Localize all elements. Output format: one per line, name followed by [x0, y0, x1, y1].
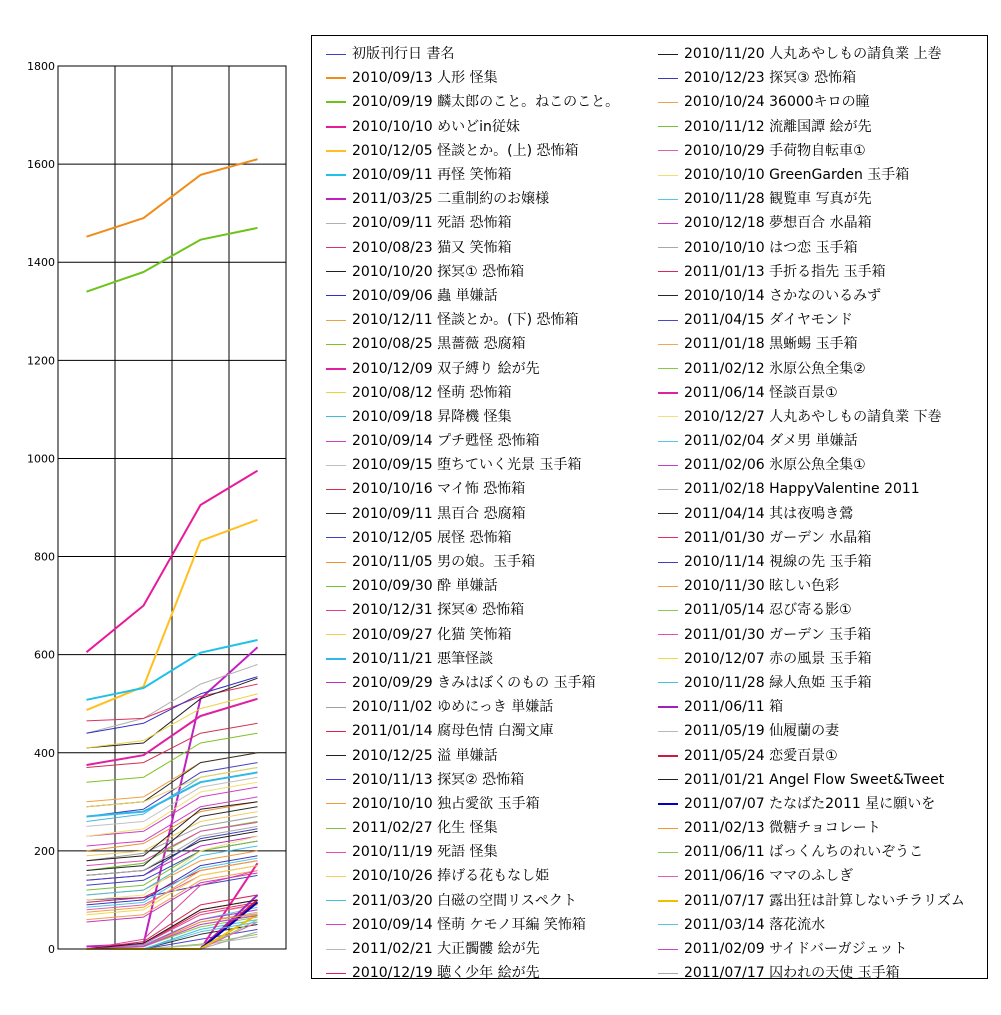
legend-label: 2010/09/13 人形 怪集: [352, 70, 498, 87]
legend-swatch: [658, 102, 678, 103]
chart: [0, 0, 310, 1015]
legend-label: 2011/07/07 たなばた2011 星に願いを: [684, 795, 936, 812]
legend-item: [326, 42, 619, 66]
legend-item: [658, 598, 965, 622]
legend-item: [658, 163, 965, 187]
legend-swatch: [326, 198, 346, 200]
legend-label: 2010/12/25 溢 単嫌話: [352, 747, 498, 764]
legend-item: [658, 647, 965, 671]
legend-label: 2011/06/11 箱: [684, 699, 784, 716]
legend-label: 2010/09/29 きみはぼくのもの 玉手箱: [352, 674, 596, 691]
legend-item: [658, 961, 965, 985]
legend-swatch: [658, 852, 678, 853]
legend-swatch: [326, 489, 346, 490]
chart-legend: [311, 35, 988, 982]
legend-item: [658, 671, 965, 695]
legend-swatch: [658, 803, 678, 805]
legend-item: [326, 671, 619, 695]
legend-item: [326, 115, 619, 139]
legend-label: 2010/12/27 人丸あやしもの請負業 下巻: [684, 408, 942, 425]
legend-swatch: [326, 465, 346, 466]
legend-label: 2010/12/18 夢想百合 水晶箱: [684, 215, 872, 232]
legend-label: 2010/08/12 怪萌 恐怖箱: [352, 384, 512, 401]
legend-item: [326, 913, 619, 937]
legend-swatch: [658, 441, 678, 442]
legend-item: [326, 647, 619, 671]
legend-item: [658, 768, 965, 792]
y-tick-label: 1600: [27, 158, 55, 172]
legend-item: [658, 719, 965, 743]
legend-item: [658, 211, 965, 235]
legend-item: [658, 574, 965, 598]
legend-label: 2010/12/07 赤の風景 玉手箱: [684, 650, 872, 667]
legend-item: [326, 864, 619, 888]
legend-label: 2010/12/19 聴く少年 絵が先: [352, 965, 540, 982]
legend-label: 2011/02/09 サイドバーガジェット: [684, 941, 908, 958]
legend-label: 2010/11/19 死語 怪集: [352, 844, 498, 861]
legend-swatch: [658, 271, 678, 272]
legend-label: 2010/09/14 怪萌 ケモノ耳編 笑怖箱: [352, 916, 586, 933]
legend-item: [326, 284, 619, 308]
y-tick-label: 800: [34, 550, 55, 564]
legend-label: 初版刊行日 書名: [352, 46, 455, 63]
y-tick-label: 0: [48, 943, 55, 956]
legend-item: [326, 719, 619, 743]
legend-item: [326, 260, 619, 284]
legend-label: 2011/02/21 大正髑髏 絵が先: [352, 941, 540, 958]
legend-swatch: [658, 247, 678, 248]
legend-swatch: [658, 416, 678, 417]
legend-item: [658, 356, 965, 380]
legend-swatch: [326, 828, 346, 829]
legend-label: 2010/08/25 黒薔薇 恐腐箱: [352, 336, 526, 353]
legend-item: [326, 840, 619, 864]
legend-label: 2010/11/20 人丸あやしもの請負業 上巻: [684, 46, 942, 63]
legend-swatch: [658, 513, 678, 514]
legend-label: 2011/05/14 忍び寄る影①: [684, 602, 852, 619]
legend-swatch: [658, 537, 678, 538]
legend-column-right: [658, 42, 965, 985]
legend-label: 2010/09/15 堕ちていく光景 玉手箱: [352, 457, 582, 474]
legend-label: 2010/12/31 探冥④ 恐怖箱: [352, 602, 525, 619]
legend-swatch: [326, 731, 346, 732]
legend-label: 2010/10/26 捧げる花もなし姫: [352, 868, 550, 885]
legend-label: 2010/10/10 GreenGarden 玉手箱: [684, 167, 910, 184]
legend-label: 2010/11/14 視線の先 玉手箱: [684, 554, 872, 571]
legend-item: [326, 937, 619, 961]
legend-swatch: [658, 223, 678, 224]
y-tick-label: 1000: [27, 452, 55, 466]
legend-item: [326, 236, 619, 260]
legend-swatch: [326, 441, 346, 442]
legend-item: [658, 889, 965, 913]
legend-swatch: [658, 489, 678, 490]
legend-item: [658, 502, 965, 526]
legend-item: [658, 913, 965, 937]
legend-swatch: [658, 876, 678, 877]
y-tick-label: 600: [34, 648, 55, 662]
legend-label: 2010/09/27 化猫 笑怖箱: [352, 626, 512, 643]
legend-label: 2010/09/30 酔 単嫌話: [352, 578, 498, 595]
legend-item: [326, 574, 619, 598]
legend-swatch: [658, 392, 678, 394]
legend-item: [658, 381, 965, 405]
legend-label: 2011/03/14 落花流水: [684, 916, 826, 933]
legend-item: [326, 211, 619, 235]
legend-swatch: [326, 803, 346, 804]
legend-swatch: [326, 223, 346, 224]
legend-item: [326, 90, 619, 114]
legend-label: 2010/11/28 観覧車 写真が先: [684, 191, 872, 208]
legend-label: 2011/02/13 微糖チョコレート: [684, 820, 881, 837]
legend-label: 2010/12/05 展怪 恐怖箱: [352, 529, 512, 546]
legend-label: 2011/07/17 露出狂は計算しないチラリズム: [684, 892, 965, 909]
legend-swatch: [326, 174, 346, 176]
legend-label: 2011/01/14 腐母色情 白濁文庫: [352, 723, 554, 740]
legend-swatch: [326, 513, 346, 514]
legend-label: 2010/10/10 はつ恋 玉手箱: [684, 239, 858, 256]
legend-swatch: [658, 78, 678, 79]
legend-item: [658, 623, 965, 647]
legend-swatch: [658, 658, 678, 659]
legend-swatch: [658, 828, 678, 829]
legend-label: 2010/09/11 再怪 笑怖箱: [352, 167, 512, 184]
legend-label: 2011/02/04 ダメ男 単嫌話: [684, 433, 858, 450]
legend-swatch: [326, 779, 346, 780]
legend-swatch: [326, 755, 346, 756]
legend-swatch: [658, 755, 678, 757]
legend-swatch: [326, 610, 346, 611]
legend-swatch: [658, 150, 678, 151]
legend-item: [326, 889, 619, 913]
legend-swatch: [326, 537, 346, 538]
legend-item: [326, 961, 619, 985]
legend-item: [658, 695, 965, 719]
legend-swatch: [326, 271, 346, 272]
legend-item: [326, 768, 619, 792]
legend-item: [326, 695, 619, 719]
legend-label: 2010/12/11 怪談とか。(下) 恐怖箱: [352, 312, 579, 329]
legend-label: 2010/11/12 流離国譚 絵が先: [684, 118, 872, 135]
legend-swatch: [658, 586, 678, 587]
legend-label: 2010/10/29 手荷物自転車①: [684, 142, 866, 159]
legend-item: [658, 308, 965, 332]
legend-swatch: [658, 368, 678, 369]
legend-swatch: [326, 54, 346, 55]
y-axis-ticks: [27, 60, 55, 956]
legend-swatch: [658, 731, 678, 732]
legend-item: [658, 66, 965, 90]
legend-label: 2010/12/05 怪談とか。(上) 恐怖箱: [352, 142, 579, 159]
legend-swatch: [326, 682, 346, 683]
legend-label: 2011/01/21 Angel Flow Sweet&Tweet: [684, 771, 945, 788]
legend-item: [658, 187, 965, 211]
legend-item: [658, 236, 965, 260]
legend-item: [326, 381, 619, 405]
legend-swatch: [658, 973, 678, 974]
legend-label: 2010/11/02 ゆめにっき 単嫌話: [352, 699, 554, 716]
legend-item: [326, 502, 619, 526]
legend-label: 2010/11/05 男の娘。玉手箱: [352, 554, 536, 571]
legend-item: [326, 550, 619, 574]
legend-item: [326, 623, 619, 647]
y-tick-label: 1400: [27, 256, 55, 270]
legend-item: [326, 816, 619, 840]
legend-label: 2010/11/13 探冥② 恐怖箱: [352, 771, 525, 788]
legend-label: 2010/12/23 探冥③ 恐怖箱: [684, 70, 857, 87]
legend-label: 2010/11/28 緑人魚姫 玉手箱: [684, 674, 872, 691]
legend-item: [658, 260, 965, 284]
legend-item: [658, 405, 965, 429]
legend-swatch: [658, 344, 678, 345]
legend-label: 2011/06/14 怪談百景①: [684, 384, 838, 401]
legend-label: 2010/08/23 猫又 笑怖箱: [352, 239, 512, 256]
legend-label: 2010/09/18 昇降機 怪集: [352, 408, 512, 425]
legend-item: [326, 308, 619, 332]
legend-label: 2011/03/25 二重制約のお嬢様: [352, 191, 550, 208]
legend-swatch: [658, 634, 678, 635]
legend-item: [326, 526, 619, 550]
legend-swatch: [326, 586, 346, 587]
legend-item: [326, 139, 619, 163]
legend-label: 2010/10/24 36000キロの瞳: [684, 94, 870, 111]
legend-label: 2011/04/14 其は夜鳴き鶯: [684, 505, 854, 522]
legend-swatch: [326, 949, 346, 950]
legend-label: 2011/04/15 ダイヤモンド: [684, 312, 853, 329]
legend-swatch: [658, 779, 678, 780]
legend-item: [326, 405, 619, 429]
legend-item: [658, 429, 965, 453]
legend-swatch: [326, 634, 346, 635]
legend-item: [326, 332, 619, 356]
legend-label: 2010/09/11 死語 恐怖箱: [352, 215, 512, 232]
legend-item: [658, 115, 965, 139]
legend-label: 2011/01/30 ガーデン 水晶箱: [684, 529, 872, 546]
legend-label: 2011/03/20 白磁の空間リスペクト: [352, 892, 577, 909]
legend-swatch: [326, 126, 346, 128]
y-tick-label: 200: [34, 844, 55, 858]
legend-swatch: [326, 924, 346, 925]
y-tick-label: 1200: [27, 354, 55, 368]
legend-swatch: [658, 562, 678, 563]
legend-swatch: [326, 562, 346, 563]
legend-item: [658, 937, 965, 961]
legend-swatch: [326, 392, 346, 393]
legend-item: [326, 429, 619, 453]
legend-column-left: [326, 42, 619, 985]
legend-label: 2010/12/09 双子縛り 絵が先: [352, 360, 540, 377]
legend-item: [658, 864, 965, 888]
legend-swatch: [326, 658, 346, 660]
legend-label: 2010/09/11 黒百合 恐腐箱: [352, 505, 526, 522]
legend-label: 2011/01/30 ガーデン 玉手箱: [684, 626, 872, 643]
legend-swatch: [326, 150, 346, 152]
legend-label: 2011/06/11 ばっくんちのれいぞうこ: [684, 844, 924, 861]
legend-swatch: [326, 707, 346, 708]
legend-item: [658, 284, 965, 308]
legend-label: 2011/02/12 氷原公魚全集②: [684, 360, 866, 377]
legend-item: [326, 792, 619, 816]
legend-swatch: [658, 682, 678, 683]
legend-item: [658, 90, 965, 114]
legend-item: [326, 356, 619, 380]
legend-item: [658, 477, 965, 501]
legend-label: 2011/05/19 仙履蘭の妻: [684, 723, 840, 740]
legend-label: 2010/10/10 独占愛欲 玉手箱: [352, 795, 540, 812]
legend-swatch: [326, 295, 346, 296]
legend-item: [326, 453, 619, 477]
legend-label: 2011/02/06 氷原公魚全集①: [684, 457, 866, 474]
legend-item: [326, 66, 619, 90]
legend-swatch: [658, 54, 678, 55]
legend-item: [326, 743, 619, 767]
legend-item: [658, 332, 965, 356]
legend-label: 2011/06/16 ママのふしぎ: [684, 868, 854, 885]
legend-swatch: [658, 320, 678, 321]
legend-item: [326, 187, 619, 211]
legend-label: 2010/10/16 マイ怖 恐怖箱: [352, 481, 526, 498]
legend-label: 2010/11/21 悪筆怪談: [352, 650, 494, 667]
legend-swatch: [326, 416, 346, 417]
legend-swatch: [326, 368, 346, 370]
legend-swatch: [326, 320, 346, 321]
legend-label: 2010/11/30 眩しい色彩: [684, 578, 840, 595]
legend-item: [658, 139, 965, 163]
legend-swatch: [658, 126, 678, 127]
legend-swatch: [326, 247, 346, 248]
legend-item: [658, 792, 965, 816]
legend-swatch: [326, 876, 346, 877]
legend-label: 2010/09/06 蟲 単嫌話: [352, 287, 498, 304]
legend-item: [326, 598, 619, 622]
legend-swatch: [326, 344, 346, 345]
legend-item: [658, 453, 965, 477]
legend-swatch: [658, 199, 678, 200]
legend-label: 2011/05/24 恋愛百景①: [684, 747, 838, 764]
legend-label: 2010/10/20 探冥① 恐怖箱: [352, 263, 525, 280]
legend-label: 2011/01/13 手折る指先 玉手箱: [684, 263, 886, 280]
legend-label: 2011/07/17 囚われの天使 玉手箱: [684, 965, 900, 982]
legend-item: [326, 163, 619, 187]
legend-swatch: [658, 610, 678, 611]
legend-swatch: [326, 77, 346, 79]
legend-swatch: [658, 295, 678, 296]
legend-item: [658, 550, 965, 574]
legend-item: [658, 840, 965, 864]
legend-item: [326, 477, 619, 501]
legend-label: 2011/02/27 化生 怪集: [352, 820, 498, 837]
legend-swatch: [658, 706, 678, 708]
legend-label: 2010/10/14 さかなのいるみず: [684, 287, 882, 304]
legend-item: [658, 526, 965, 550]
legend-swatch: [658, 465, 678, 466]
legend-item: [658, 816, 965, 840]
legend-swatch: [326, 852, 346, 853]
legend-swatch: [658, 900, 678, 902]
y-tick-label: 400: [34, 746, 55, 760]
y-tick-label: 1800: [27, 60, 55, 73]
legend-item: [658, 42, 965, 66]
legend-swatch: [658, 175, 678, 176]
legend-swatch: [326, 973, 346, 974]
legend-label: 2010/10/10 めいどin従妹: [352, 118, 520, 135]
legend-swatch: [658, 949, 678, 950]
legend-item: [658, 743, 965, 767]
legend-label: 2010/09/19 麟太郎のこと。ねこのこと。: [352, 94, 620, 111]
legend-label: 2010/09/14 プチ甦怪 恐怖箱: [352, 433, 540, 450]
legend-swatch: [658, 924, 678, 925]
legend-label: 2011/02/18 HappyValentine 2011: [684, 481, 920, 498]
legend-swatch: [326, 101, 346, 103]
legend-label: 2011/01/18 黒蜥蜴 玉手箱: [684, 336, 858, 353]
legend-swatch: [326, 900, 346, 901]
